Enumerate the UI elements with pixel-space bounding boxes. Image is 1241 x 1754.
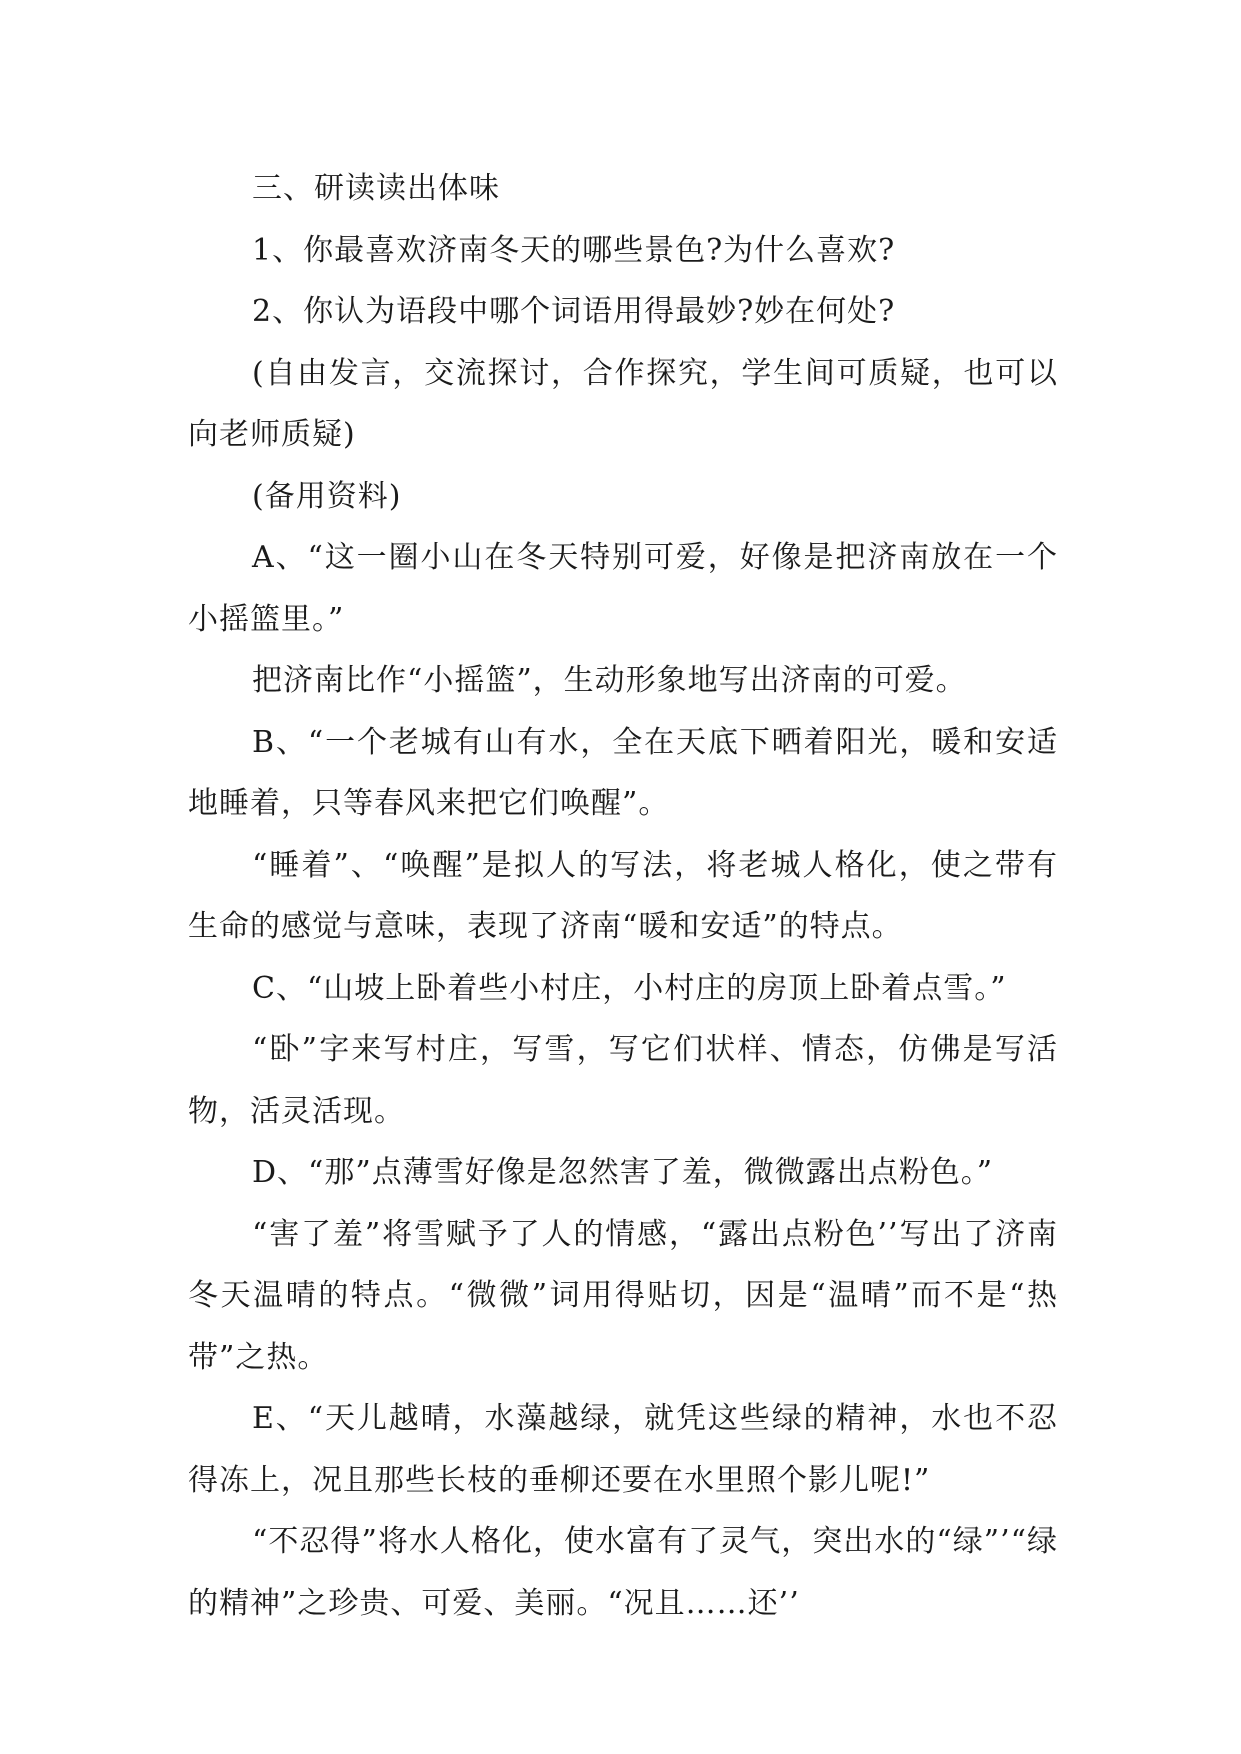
discussion-note: (自由发言，交流探讨，合作探究，学生间可质疑，也可以向老师质疑) <box>188 355 1058 452</box>
analysis-c: “卧”字来写村庄，写雪，写它们状样、情态，仿佛是写活物，活灵活现。 <box>188 1032 1058 1129</box>
analysis-d: “害了羞”将雪赋予了人的情感，“露出点粉色’’写出了济南冬天温晴的特点。“微微”词用得贴切，因是“温晴”而不是“热带”之热。 <box>188 1216 1058 1375</box>
reference-heading: (备用资料) <box>252 478 402 514</box>
analysis-a: 把济南比作“小摇篮”，生动形象地写出济南的可爱。 <box>252 663 967 698</box>
analysis-e: “不忍得”将水人格化，使水富有了灵气，突出水的“绿”’“绿的精神”之珍贵、可爱、美丽。“况且……还’’ <box>188 1524 1058 1621</box>
question-1: 1、你最喜欢济南冬天的哪些景色?为什么喜欢? <box>252 232 896 268</box>
quote-c: C、“山坡上卧着些小村庄，小村庄的房顶上卧着点雪。” <box>252 970 1007 1006</box>
analysis-b: “睡着”、“唤醒”是拟人的写法，将老城人格化，使之带有生命的感觉与意味，表现了济南“暖和安适”的特点。 <box>188 847 1058 944</box>
quote-a: A、“这一圈小山在冬天特别可爱，好像是把济南放在一个小摇篮里。” <box>188 540 1058 637</box>
document-body <box>188 158 1058 1634</box>
quote-e: E、“天儿越晴，水藻越绿，就凭这些绿的精神，水也不忍得冻上，况且那些长枝的垂柳还要在水里照个影儿呢!” <box>188 1401 1058 1498</box>
section-heading: 三、研读读出体味 <box>252 171 500 206</box>
quote-d: D、“那”点薄雪好像是忽然害了羞，微微露出点粉色。” <box>252 1155 994 1190</box>
question-2: 2、你认为语段中哪个词语用得最妙?妙在何处? <box>252 294 896 329</box>
quote-b: B、“一个老城有山有水，全在天底下晒着阳光，暖和安适地睡着，只等春风来把它们唤醒”。 <box>188 724 1058 821</box>
